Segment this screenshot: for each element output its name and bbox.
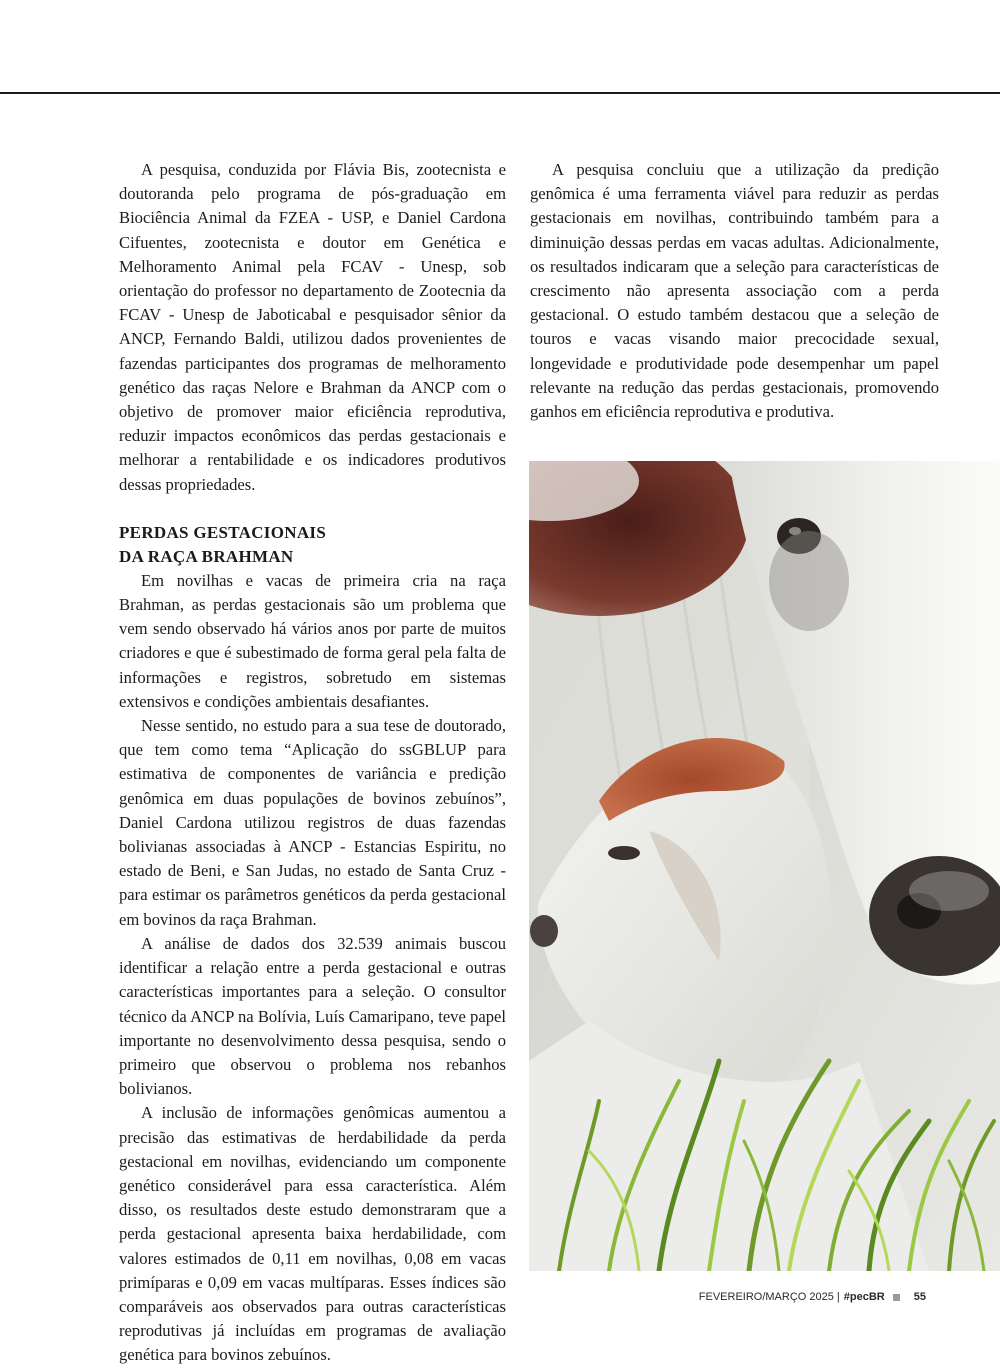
header-rule (0, 92, 1000, 94)
photo-illustration (529, 461, 1000, 1271)
body-paragraph-2: Nesse sentido, no estudo para a sua tese de doutorado, que tem como tema “Aplicação do ssGBLUP para estimativa de componentes de variância e predição genômica em duas populações de bovinos zebuínos”, Daniel Cardona utilizou registros de duas fazendas bolivianas associadas à ANCP - Estancias Espiritu, no estado de Beni, e San Judas, no estado de Santa Cruz - para estimar os parâmetros genéticos da perda gestacional em bovinos da raça Brahman. (119, 716, 506, 929)
page-number: 55 (913, 1291, 926, 1303)
body-paragraph-3: A análise de dados dos 32.539 animais buscou identificar a relação entre a perda gestacional e outras características importantes para a seleção. O consultor técnico da ANCP na Bolívia, Luís Camaripano, teve papel importante no desenvolvimento dessa pesquisa, sendo o primeiro que observou o problema nos rebanhos bolivianos. (119, 933, 506, 1099)
right-column (530, 158, 939, 424)
intro-paragraph: A pesquisa, conduzida por Flávia Bis, zootecnista e doutoranda pelo programa de pós-graduação em Biociência Animal da FZEA - USP, e Daniel Cardona Cifuentes, zootecnista e doutor em Genética e Melhoramento Animal pela FCAV - Unesp, sob orientação do professor no departamento de Zootecnia da FCAV - Unesp de Jaboticabal e pesquisador sênior da ANCP, Fernando Baldi, utilizou dados provenientes de fazendas participantes dos programas de melhoramento genético das raças Nelore e Brahman da ANCP com o objetivo de promover maior eficiência reprodutiva, reduzir impactos econômicos das perdas gestacionais e melhorar a rentabilidade e os indicadores produtivos dessas propriedades. (119, 160, 506, 494)
section-heading (119, 521, 506, 569)
calf-eye (608, 846, 640, 860)
section-heading-line-2: DA RAÇA BRAHMAN (119, 546, 294, 566)
brand-hashtag: #pecBR (843, 1291, 885, 1303)
body-paragraph-4: A inclusão de informações genômicas aumentou a precisão das estimativas de herdabilidade da perda gestacional em novilhas, evidenciando um componente genético considerável para essa característica. Além disso, os resultados deste estudo demonstraram que a perda gestacional apresenta baixa herdabilidade, com valores estimados de 0,11 em novilhas, 0,08 em vacas primíparas e 0,09 em vacas multíparas. Esses índices são comparáveis aos observados para outras características reprodutivas já incluídas em programas de avaliação genética para bovinos zebuínos. (119, 1103, 506, 1365)
brahman-cow-and-calf-photo (529, 461, 1000, 1271)
left-column (119, 158, 506, 1368)
issue-date: FEVEREIRO/MARÇO 2025 | (698, 1291, 840, 1303)
conclusion-paragraph: A pesquisa concluiu que a utilização da predição genômica é uma ferramenta viável para reduzir as perdas gestacionais em novilhas, contribuindo também para a diminuição dessas perdas em vacas adultas. Adicionalmente, os resultados indicaram que a seleção para características de crescimento não apresenta associação com a perda gestacional. O estudo também destacou que a seleção de touros e vacas visando maior precocidade sexual, longevidade e produtividade pode desempenhar um papel relevante na redução das perdas gestacionais, promovendo ganhos em eficiência reprodutiva e produtiva. (530, 160, 939, 422)
body-paragraph-1: Em novilhas e vacas de primeira cria na raça Brahman, as perdas gestacionais são um problema que vem sendo observado há vários anos por parte de muitos criadores e que é subestimado de forma geral pela falta de informações e registros, sobretudo em sistemas extensivos e condições ambientais desafiantes. (119, 570, 506, 711)
section-heading-line-1: PERDAS GESTACIONAIS (119, 522, 327, 542)
page-footer (699, 1291, 926, 1303)
calf-nose (530, 915, 558, 947)
square-icon (893, 1294, 900, 1301)
